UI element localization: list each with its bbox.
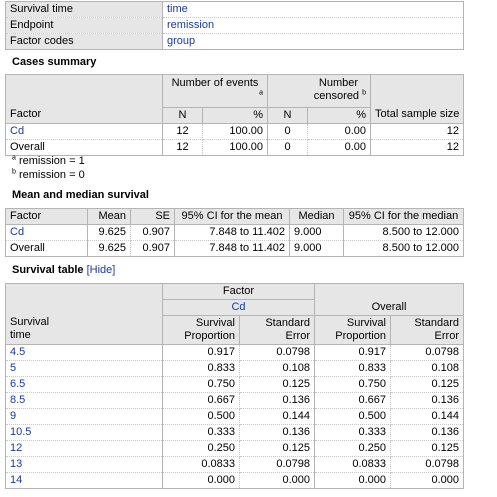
events-n-cell: 12 — [163, 140, 203, 156]
table-row — [6, 140, 464, 156]
survival-time-cell: 14 — [6, 473, 163, 489]
overall-proportion-cell: 0.333 — [315, 425, 391, 441]
survival-time-cell: 13 — [6, 457, 163, 473]
events-pct-cell: 100.00 — [203, 140, 268, 156]
se-cell: 0.907 — [131, 225, 175, 241]
mean-cell: 9.625 — [88, 225, 131, 241]
info-label: Survival time — [6, 2, 163, 18]
info-row — [6, 2, 464, 18]
overall-se-cell: 0.000 — [431, 474, 459, 486]
cd-proportion-cell: 0.917 — [163, 345, 240, 361]
cd-proportion-cell: 0.333 — [163, 425, 240, 441]
col-censored-header: Number censored $^b$ — [268, 75, 371, 108]
sub-pct-header: % — [203, 108, 268, 124]
overall-se-cell: 0.136 — [391, 393, 464, 409]
table-row — [6, 345, 464, 361]
factor-cell: Overall — [6, 241, 88, 257]
col-factor-header: Factor — [6, 75, 163, 124]
survival-time-cell: 5 — [6, 361, 163, 377]
censored-n-cell: 0 — [268, 140, 308, 156]
cd-se-cell: 0.000 — [240, 473, 315, 489]
header-cell: Mean — [88, 209, 131, 225]
overall-group-header: Overall — [371, 301, 407, 313]
mean-cell: 9.625 — [88, 241, 131, 257]
median-cell: 9.000 — [290, 225, 344, 241]
overall-proportion-cell: 0.500 — [315, 409, 391, 425]
overall-se-cell: 0.125 — [391, 377, 464, 393]
survival-time-cell: 4.5 — [6, 345, 163, 361]
cd-se-cell: 0.0798 — [240, 457, 315, 473]
ci-mean-cell: 7.848 to 11.402 — [175, 241, 290, 257]
overall-proportion-cell: 0.750 — [315, 377, 391, 393]
cd-proportion-cell: 0.750 — [163, 377, 240, 393]
table-row — [6, 361, 464, 377]
overall-se-cell: 0.0798 — [391, 457, 464, 473]
factor-cell: Overall — [6, 140, 163, 156]
censored-n-cell: 0 — [268, 124, 308, 140]
table-row — [6, 124, 464, 140]
cd-se-cell: 0.125 — [240, 377, 315, 393]
hide-link[interactable]: [Hide] — [86, 264, 116, 276]
header-cell: Median — [290, 209, 344, 225]
cd-proportion-cell: 0.667 — [163, 393, 240, 409]
table-row — [6, 225, 464, 241]
overall-se-cell: 0.144 — [391, 409, 464, 425]
header-cell: 95% CI for the mean — [175, 209, 290, 225]
overall-proportion-cell: 0.0833 — [315, 457, 391, 473]
header-cell: SE — [131, 209, 175, 225]
events-pct-cell: 100.00 — [203, 124, 268, 140]
cd-se-cell: 0.136 — [240, 425, 315, 441]
censored-pct-cell: 0.00 — [308, 140, 371, 156]
cd-se-cell: 0.125 — [240, 441, 315, 457]
info-label: Factor codes — [6, 34, 163, 50]
cd-proportion-cell: 0.000 — [163, 473, 240, 489]
survival-time-cell: 6.5 — [6, 377, 163, 393]
col-se-header: Standard Error — [240, 316, 315, 345]
mean-median-heading: Mean and median survival — [12, 189, 149, 201]
cd-proportion-cell: 0.500 — [163, 409, 240, 425]
info-value: remission — [163, 18, 464, 34]
info-label: Endpoint — [6, 18, 163, 34]
mean-median-table — [5, 208, 464, 257]
factor-cell: Cd — [6, 124, 163, 140]
table-row — [6, 377, 464, 393]
header-cell: 95% CI for the median — [348, 210, 459, 222]
total-cell: 12 — [446, 141, 460, 153]
factor-group-header: Factor — [163, 284, 315, 300]
col-events-header: Number of events $^a$ — [163, 75, 268, 108]
overall-se-cell: 0.108 — [391, 361, 464, 377]
survival-time-cell: 10.5 — [6, 425, 163, 441]
col-prop-header: Survival Proportion — [315, 316, 391, 345]
table-row — [6, 241, 464, 257]
median-cell: 9.000 — [290, 241, 344, 257]
table-row — [6, 425, 464, 441]
overall-proportion-cell: 0.833 — [315, 361, 391, 377]
cd-se-cell: 0.0798 — [240, 345, 315, 361]
overall-se-cell: 0.125 — [391, 441, 464, 457]
survival-table — [5, 283, 464, 489]
footnote-b: $^b$ remission = 0 — [12, 168, 85, 181]
overall-proportion-cell: 0.000 — [315, 473, 391, 489]
sub-n-header: N — [268, 108, 308, 124]
col-prop-header: Survival Proportion — [163, 316, 240, 345]
survival-time-cell: 8.5 — [6, 393, 163, 409]
footnote-a: $^a$ remission = 1 — [12, 154, 85, 167]
table-row — [6, 473, 464, 489]
table-row — [6, 441, 464, 457]
ci-mean-cell: 7.848 to 11.402 — [175, 225, 290, 241]
sub-pct-header: % — [308, 108, 371, 124]
overall-proportion-cell: 0.250 — [315, 441, 391, 457]
overall-se-cell: 0.0798 — [391, 345, 464, 361]
overall-proportion-cell: 0.917 — [315, 345, 391, 361]
info-value: time — [163, 2, 464, 18]
cd-proportion-cell: 0.0833 — [163, 457, 240, 473]
col-time-header: Survival time — [6, 284, 163, 345]
table-row — [6, 457, 464, 473]
cd-se-cell: 0.144 — [240, 409, 315, 425]
cd-se-cell: 0.108 — [240, 361, 315, 377]
survival-table-body — [6, 345, 464, 489]
events-n-cell: 12 — [163, 124, 203, 140]
info-table — [5, 1, 464, 50]
cases-summary-table — [5, 74, 464, 156]
censored-pct-cell: 0.00 — [308, 124, 371, 140]
ci-median-cell: 8.500 to 12.000 — [382, 242, 459, 254]
overall-se-cell: 0.136 — [391, 425, 464, 441]
survival-time-cell: 12 — [6, 441, 163, 457]
ci-median-cell: 8.500 to 12.000 — [344, 225, 464, 241]
survival-time-cell: 9 — [6, 409, 163, 425]
cd-proportion-cell: 0.250 — [163, 441, 240, 457]
survival-table-heading: Survival table [Hide] — [12, 264, 116, 276]
se-cell: 0.907 — [131, 241, 175, 257]
col-se-header: Standard Error — [391, 316, 464, 345]
sub-n-header: N — [163, 108, 203, 124]
cd-group-header: Cd — [163, 300, 315, 316]
cd-se-cell: 0.136 — [240, 393, 315, 409]
total-cell: 12 — [371, 124, 464, 140]
cases-summary-heading: Cases summary — [12, 56, 97, 68]
overall-proportion-cell: 0.667 — [315, 393, 391, 409]
col-total-header: Total sample size — [371, 75, 464, 124]
table-row — [6, 393, 464, 409]
info-row — [6, 34, 464, 50]
info-value: group — [167, 35, 196, 47]
cd-proportion-cell: 0.833 — [163, 361, 240, 377]
factor-cell: Cd — [6, 225, 88, 241]
info-row — [6, 18, 464, 34]
table-row — [6, 409, 464, 425]
header-cell: Factor — [6, 209, 88, 225]
